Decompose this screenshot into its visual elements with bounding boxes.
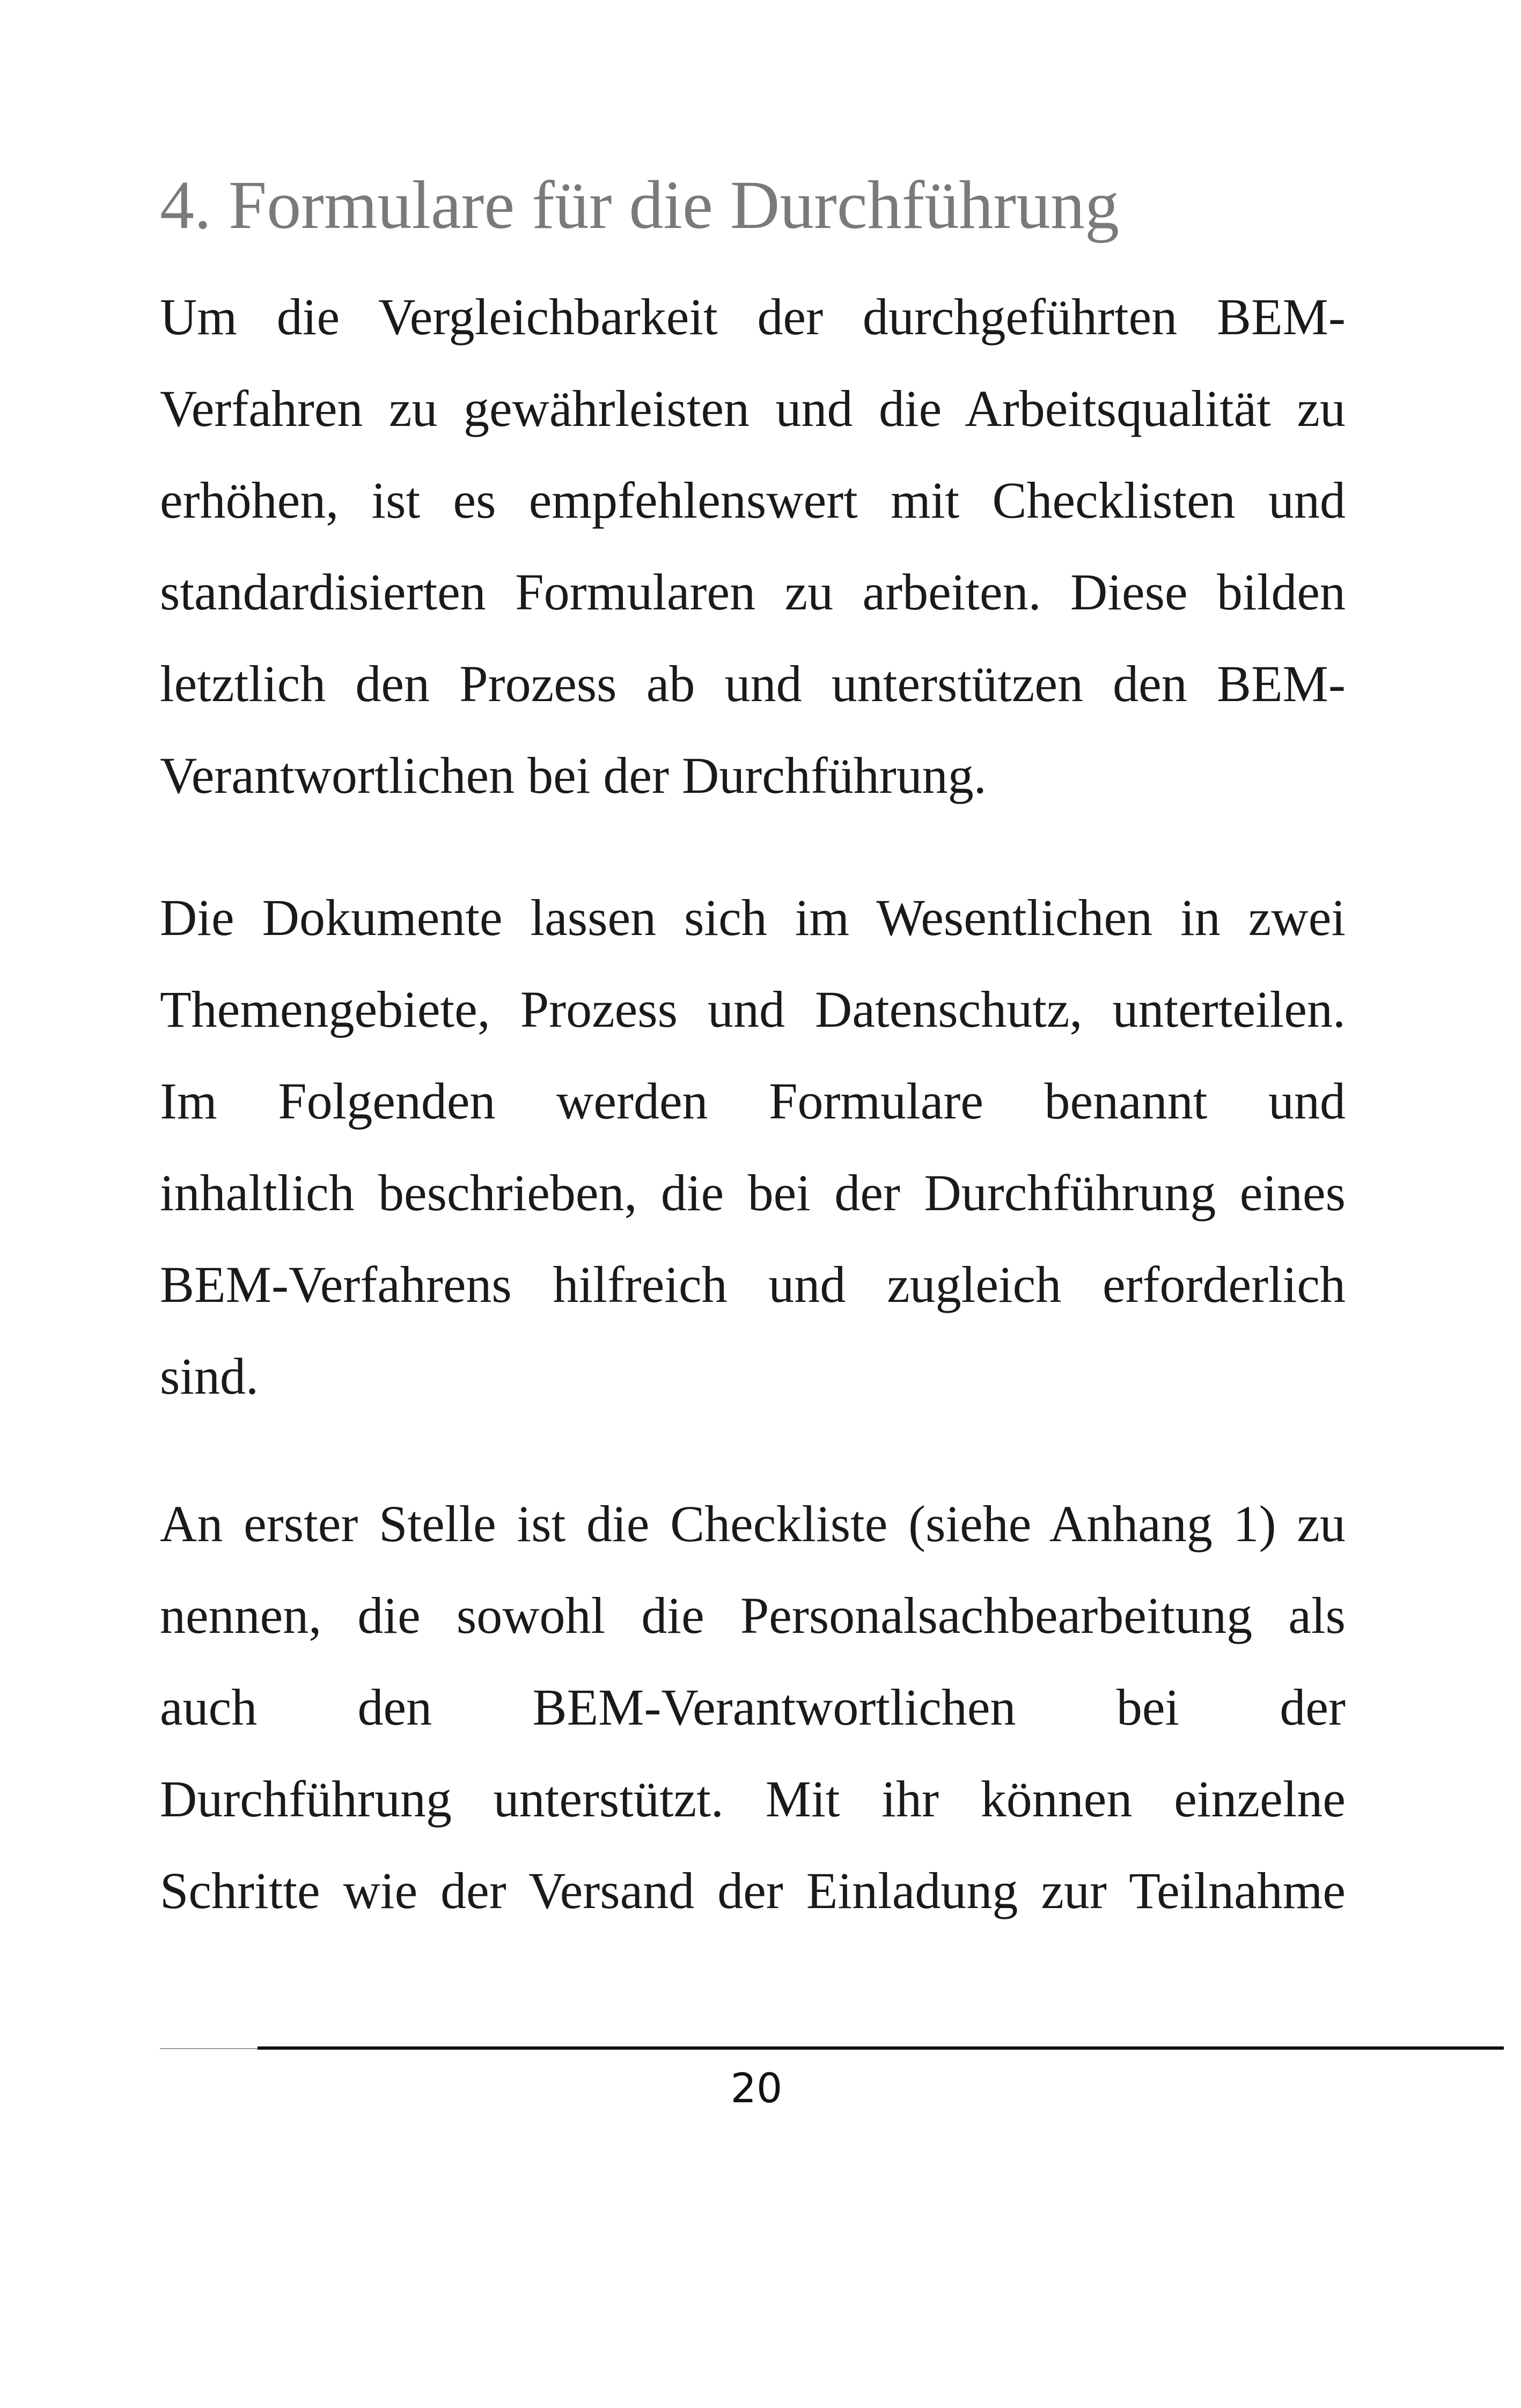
- text-line: Verfahren zu gewährleisten und die Arbeitsqualität zu: [160, 380, 1346, 437]
- text-line: sind.: [160, 1347, 259, 1405]
- text-line: Um die Vergleichbarkeit der durchgeführten BEM-: [160, 288, 1346, 345]
- paragraph-3: [160, 1478, 1346, 1936]
- text-line: letztlich den Prozess ab und unterstützen den BEM-: [160, 655, 1346, 712]
- paragraph-1: [160, 271, 1346, 821]
- text-line: inhaltlich beschrieben, die bei der Durchführung eines: [160, 1164, 1346, 1221]
- text-line: Durchführung unterstützt. Mit ihr können einzelne: [160, 1770, 1346, 1828]
- section-heading: 4. Formulare für die Durchführung: [160, 167, 1119, 243]
- footer-divider: [258, 2046, 1504, 2050]
- text-line: BEM-Verfahrens hilfreich und zugleich erforderlich: [160, 1256, 1346, 1313]
- text-line: nennen, die sowohl die Personalsachbearbeitung als: [160, 1587, 1346, 1644]
- text-line: auch den BEM-Verantwortlichen bei der: [160, 1678, 1346, 1736]
- text-line: Im Folgenden werden Formulare benannt und: [160, 1072, 1346, 1130]
- text-line: Schritte wie der Versand der Einladung zur Teilnahme: [160, 1862, 1346, 1919]
- text-line: An erster Stelle ist die Checkliste (siehe Anhang 1) zu: [160, 1495, 1346, 1552]
- text-line: Die Dokumente lassen sich im Wesentlichen in zwei: [160, 889, 1346, 946]
- text-line: standardisierten Formularen zu arbeiten. Diese bilden: [160, 563, 1346, 621]
- page-number: 20: [730, 2064, 783, 2112]
- text-line: Verantwortlichen bei der Durchführung.: [160, 747, 987, 804]
- paragraph-2: [160, 872, 1346, 1422]
- text-line: Themengebiete, Prozess und Datenschutz, unterteilen.: [160, 981, 1346, 1038]
- text-line: erhöhen, ist es empfehlenswert mit Checklisten und: [160, 472, 1346, 529]
